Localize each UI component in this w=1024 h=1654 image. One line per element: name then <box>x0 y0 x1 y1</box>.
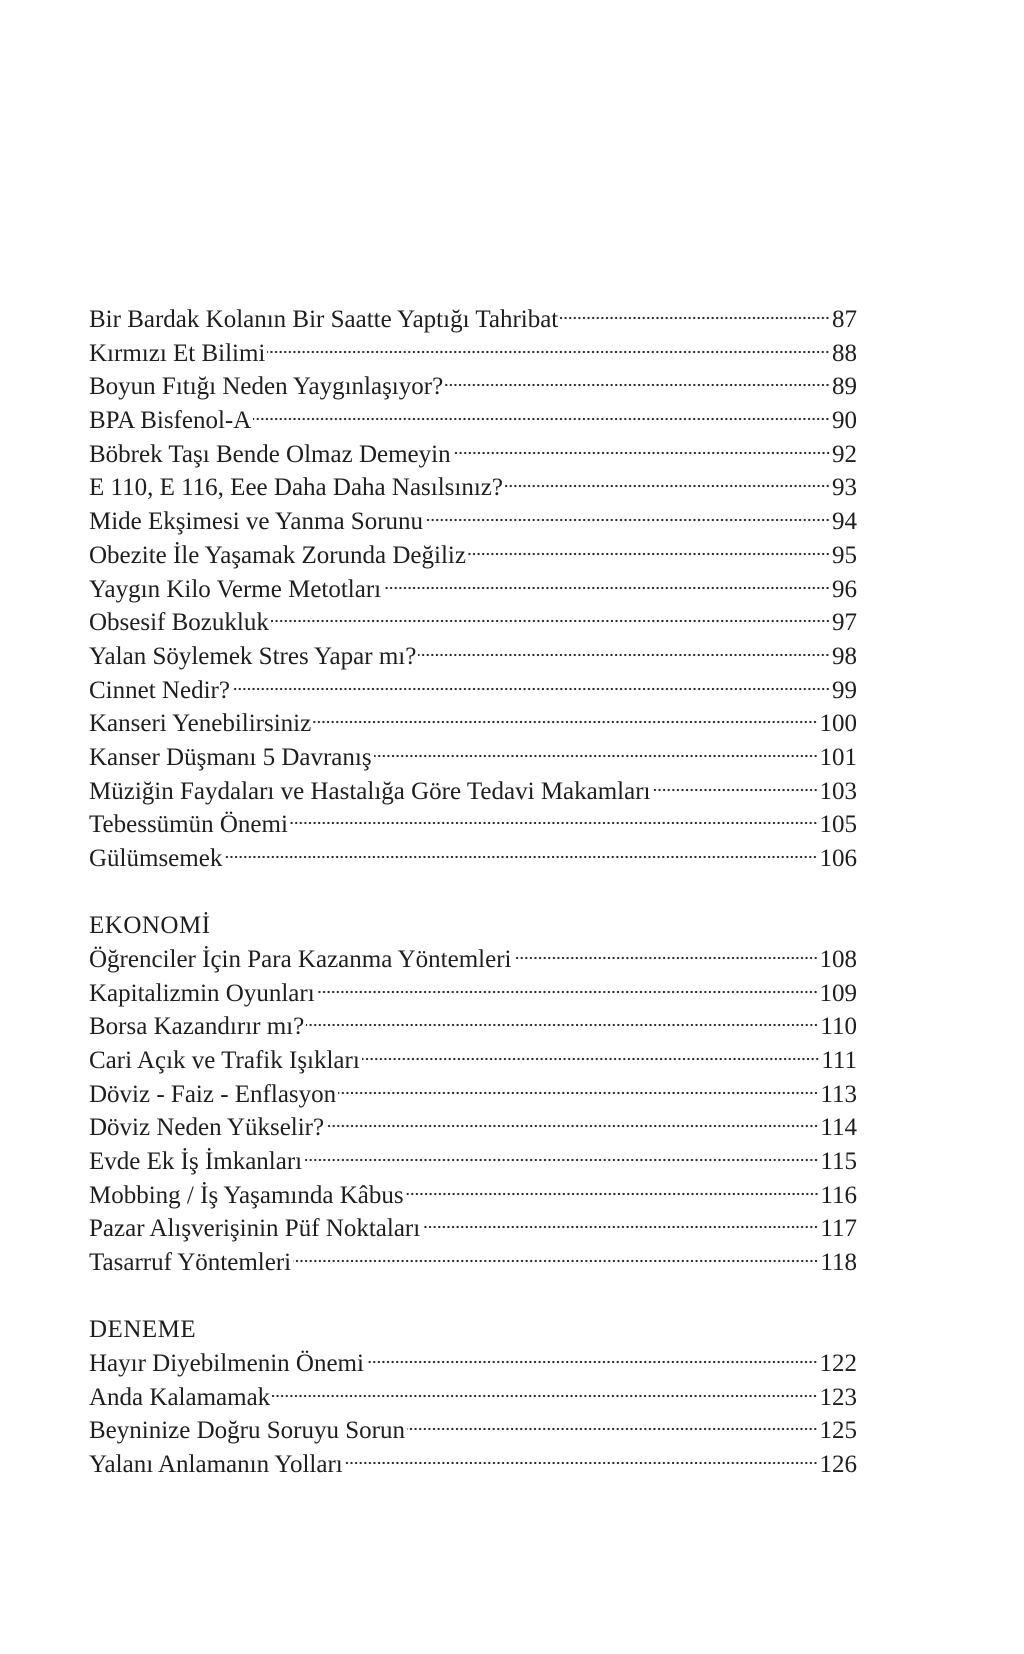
toc-entry[interactable] <box>89 1448 857 1482</box>
entry-title: Tasarruf Yöntemleri <box>89 1249 292 1277</box>
entry-title: Mobbing / İş Yaşamında Kâbus <box>89 1181 404 1209</box>
entry-page-number: 100 <box>819 710 857 738</box>
entry-title: Kırmızı Et Bilimi <box>89 339 266 367</box>
toc-entry[interactable] <box>89 505 857 539</box>
entry-title: Kapitalizmin Oyunları <box>89 979 315 1007</box>
dot-leader <box>306 1023 818 1027</box>
dot-leader <box>290 821 818 825</box>
dot-leader <box>407 1427 818 1431</box>
dot-leader <box>468 552 830 556</box>
entry-page-number: 113 <box>820 1080 857 1108</box>
entry-page-number: 117 <box>820 1215 857 1243</box>
entry-page-number: 103 <box>819 777 857 805</box>
toc-entry[interactable] <box>89 1381 857 1415</box>
dot-leader <box>313 720 817 724</box>
entry-page-number: 122 <box>819 1349 857 1377</box>
dot-leader <box>224 855 817 859</box>
entry-title: Öğrenciler İçin Para Kazanma Yöntemleri <box>89 945 512 973</box>
entry-title: Gülümsemek <box>89 845 223 872</box>
toc-entry[interactable] <box>89 1111 857 1145</box>
toc-entry[interactable] <box>89 977 857 1011</box>
dot-leader <box>326 1124 818 1128</box>
toc-entry[interactable] <box>89 337 857 371</box>
dot-leader <box>422 1225 818 1229</box>
entry-title: E 110, E 116, Eee Daha Daha Nasılsınız? <box>89 474 503 502</box>
dot-leader <box>267 350 830 354</box>
dot-leader <box>383 586 830 590</box>
toc-entry[interactable] <box>89 303 857 337</box>
entry-page-number: 88 <box>832 339 857 367</box>
dot-leader <box>453 451 830 455</box>
entry-title: Anda Kalamamak <box>89 1383 271 1411</box>
dot-leader <box>272 1394 817 1398</box>
dot-leader <box>362 1057 820 1061</box>
toc-section-deneme <box>89 1313 857 1481</box>
toc-entry[interactable] <box>89 1078 857 1112</box>
entry-page-number: 106 <box>819 845 857 872</box>
toc-entry[interactable] <box>89 606 857 640</box>
toc-entry[interactable] <box>89 1179 857 1213</box>
entry-title: Tebessümün Önemi <box>89 811 288 839</box>
toc-entry[interactable] <box>89 370 857 404</box>
dot-leader <box>304 1158 818 1162</box>
section-heading: EKONOMİ <box>89 912 211 940</box>
toc-entry[interactable] <box>89 1010 857 1044</box>
entry-page-number: 99 <box>832 676 857 704</box>
toc-entry[interactable] <box>89 1145 857 1179</box>
toc-entry[interactable] <box>89 808 857 842</box>
table-of-contents <box>89 303 857 1482</box>
toc-entry[interactable] <box>89 741 857 775</box>
entry-title: Boyun Fıtığı Neden Yaygınlaşıyor? <box>89 373 444 401</box>
entry-page-number: 98 <box>832 642 857 670</box>
entry-page-number: 126 <box>819 1451 857 1478</box>
toc-entry[interactable] <box>89 1347 857 1381</box>
dot-leader <box>345 1461 818 1465</box>
toc-entry[interactable] <box>89 775 857 809</box>
entry-title: Borsa Kazandırır mı? <box>89 1013 305 1041</box>
dot-leader <box>514 956 818 960</box>
toc-entry[interactable] <box>89 1212 857 1246</box>
dot-leader <box>366 1360 818 1364</box>
entry-title: BPA Bisfenol-A <box>89 407 252 435</box>
toc-entry[interactable] <box>89 943 857 977</box>
toc-section-ekonomi <box>89 909 857 1280</box>
entry-page-number: 92 <box>832 440 857 468</box>
toc-entry[interactable] <box>89 1044 857 1078</box>
entry-page-number: 114 <box>820 1114 857 1142</box>
entry-page-number: 93 <box>832 474 857 502</box>
entry-page-number: 110 <box>820 1013 857 1041</box>
entry-page-number: 111 <box>821 1046 857 1074</box>
toc-entry[interactable] <box>89 640 857 674</box>
toc-entry[interactable] <box>89 573 857 607</box>
dot-leader <box>253 417 830 421</box>
dot-leader <box>445 383 830 387</box>
entry-title: Döviz Neden Yükselir? <box>89 1114 325 1142</box>
toc-entry[interactable] <box>89 539 857 573</box>
toc-entry[interactable] <box>89 438 857 472</box>
entry-title: Evde Ek İş İmkanları <box>89 1148 303 1175</box>
entry-title: Müziğin Faydaları ve Hastalığa Göre Tedavi Makamları <box>89 777 651 805</box>
entry-page-number: 94 <box>832 508 857 536</box>
entry-title: Döviz - Faiz - Enflasyon <box>89 1080 337 1108</box>
toc-entry[interactable] <box>89 471 857 505</box>
entry-page-number: 89 <box>832 373 857 401</box>
toc-entry[interactable] <box>89 1414 857 1448</box>
entry-page-number: 96 <box>832 575 857 603</box>
entry-title: Beyninize Doğru Soruyu Sorun <box>89 1417 405 1445</box>
dot-leader <box>653 788 818 792</box>
entry-title: Cari Açık ve Trafik Işıkları <box>89 1046 360 1074</box>
entry-page-number: 87 <box>832 306 857 333</box>
entry-title: Böbrek Taşı Bende Olmaz Demeyin <box>89 440 451 468</box>
dot-leader <box>505 484 830 488</box>
entry-title: Yalan Söylemek Stres Yapar mı? <box>89 642 417 670</box>
dot-leader <box>232 687 830 691</box>
entry-title: Yaygın Kilo Verme Metotları <box>89 575 382 603</box>
section-heading: DENEME <box>89 1316 197 1344</box>
entry-page-number: 95 <box>832 541 857 569</box>
entry-page-number: 115 <box>820 1148 857 1175</box>
toc-entry[interactable] <box>89 404 857 438</box>
dot-leader <box>338 1091 818 1095</box>
entry-page-number: 90 <box>832 407 857 435</box>
entry-title: Bir Bardak Kolanın Bir Saatte Yaptığı Tahribat <box>89 306 559 333</box>
entry-title: Cinnet Nedir? <box>89 676 230 704</box>
entry-page-number: 123 <box>819 1383 857 1411</box>
entry-title: Hayır Diyebilmenin Önemi <box>89 1349 364 1377</box>
dot-leader <box>317 990 818 994</box>
dot-leader <box>406 1192 819 1196</box>
entry-title: Yalanı Anlamanın Yolları <box>89 1451 343 1478</box>
entry-page-number: 97 <box>832 609 857 637</box>
toc-entry[interactable] <box>89 674 857 708</box>
entry-page-number: 108 <box>819 945 857 973</box>
toc-section-health <box>89 303 857 876</box>
entry-title: Pazar Alışverişinin Püf Noktaları <box>89 1215 421 1243</box>
entry-page-number: 101 <box>819 743 857 771</box>
entry-title: Obezite İle Yaşamak Zorunda Değiliz <box>89 541 466 569</box>
dot-leader <box>418 653 830 657</box>
dot-leader <box>293 1259 818 1263</box>
entry-title: Mide Ekşimesi ve Yanma Sorunu <box>89 508 424 536</box>
entry-title: Kanser Düşmanı 5 Davranış <box>89 743 372 771</box>
entry-page-number: 116 <box>820 1181 857 1209</box>
dot-leader <box>425 518 830 522</box>
entry-page-number: 109 <box>819 979 857 1007</box>
entry-page-number: 125 <box>819 1417 857 1445</box>
dot-leader <box>374 754 818 758</box>
dot-leader <box>560 316 830 320</box>
entry-page-number: 118 <box>820 1249 857 1277</box>
toc-entry[interactable] <box>89 1246 857 1280</box>
entry-title: Obsesif Bozukluk <box>89 609 269 637</box>
toc-entry[interactable] <box>89 842 857 876</box>
dot-leader <box>271 619 830 623</box>
entry-title: Kanseri Yenebilirsiniz <box>89 710 312 738</box>
entry-page-number: 105 <box>819 811 857 839</box>
toc-entry[interactable] <box>89 707 857 741</box>
